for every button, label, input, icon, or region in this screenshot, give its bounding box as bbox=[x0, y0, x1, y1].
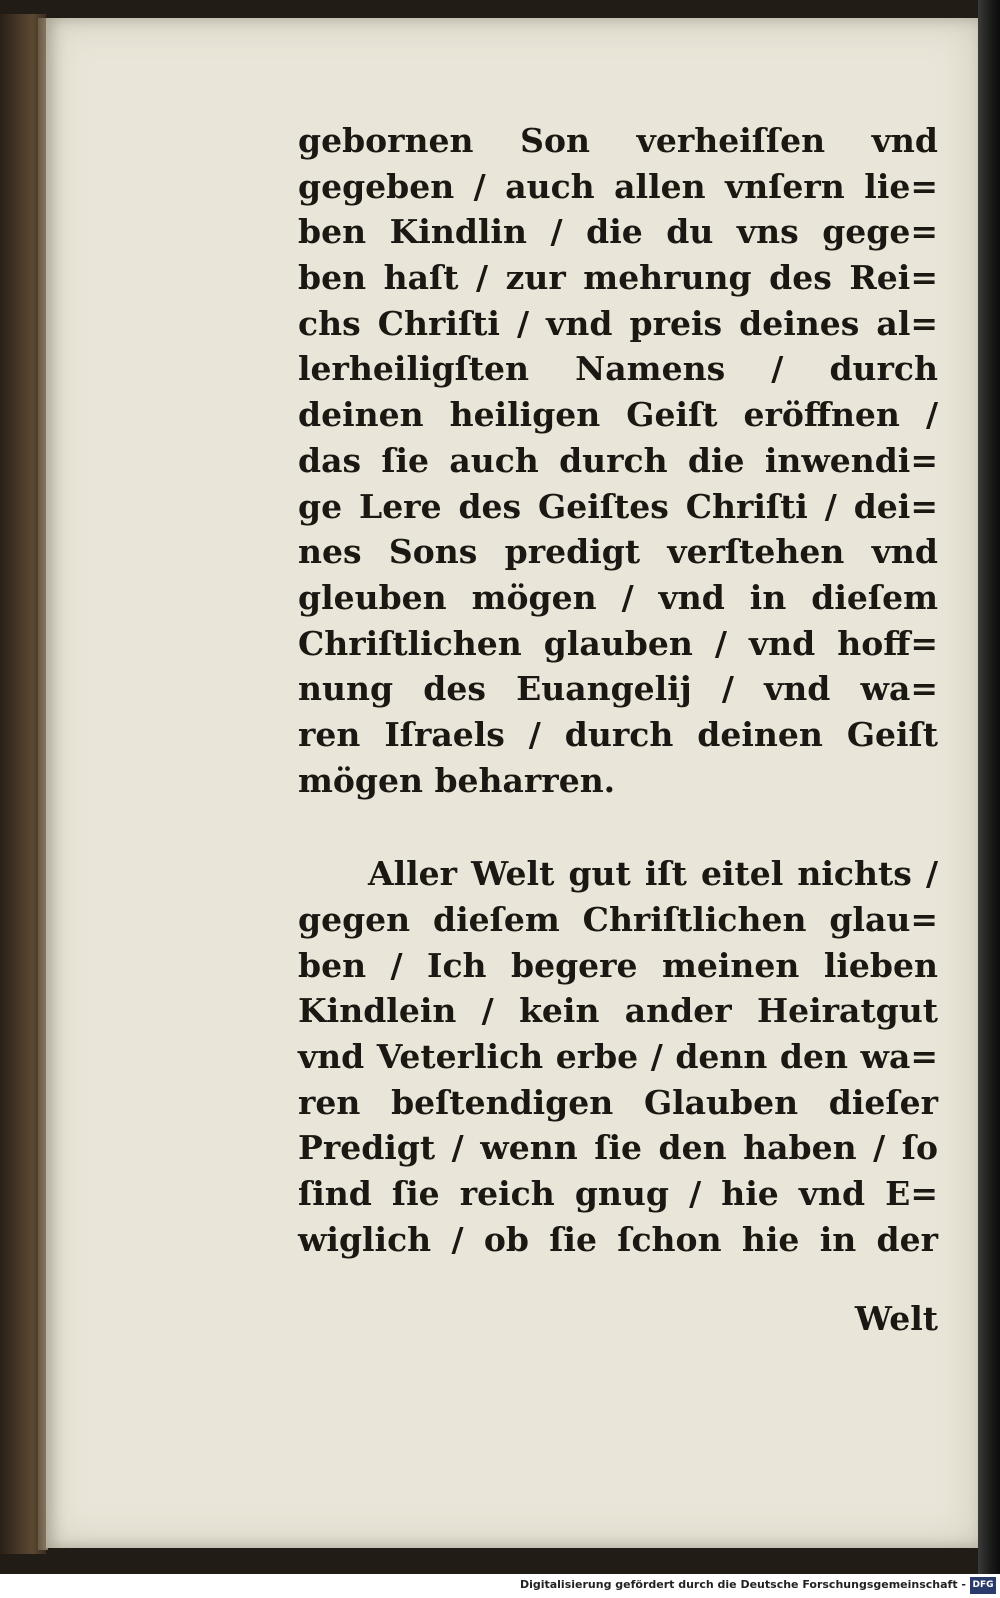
funding-credit: Digitalisierung gefördert durch die Deutsche Forschungsgemeinschaft - bbox=[519, 1578, 966, 1591]
text-line: ſind ſie reich gnug / hie vnd E= bbox=[298, 1174, 938, 1214]
catchword: Welt bbox=[854, 1299, 938, 1338]
text-line: gegen dieſem Chriſtlichen glau= bbox=[298, 900, 938, 939]
text-line: ben Kindlin / die du vns gege= bbox=[298, 212, 938, 252]
text-line: Aller Welt gut iſt eitel nichts / bbox=[368, 854, 938, 894]
digitization-footer bbox=[0, 1574, 1000, 1598]
text-line: lerheiligſten Namens / durch bbox=[298, 349, 938, 389]
page-text bbox=[298, 118, 938, 1263]
text-line: deinen heiligen Geiſt eröffnen / bbox=[298, 395, 938, 435]
text-line: mögen beharren. bbox=[298, 760, 616, 800]
text-line: gleuben mögen / vnd in dieſem bbox=[298, 577, 938, 617]
text-line: Kindlein / kein ander Heiratgut bbox=[298, 991, 938, 1031]
text-line: nes Sons predigt verſtehen vnd bbox=[298, 532, 938, 572]
text-line: nung des Euangelij / vnd wa= bbox=[298, 669, 938, 709]
book-page bbox=[46, 18, 978, 1548]
paragraph-1 bbox=[298, 118, 938, 803]
text-line: ben haſt / zur mehrung des Rei= bbox=[298, 258, 938, 298]
text-line: Predigt / wenn ſie den haben / ſo bbox=[298, 1128, 938, 1168]
text-line: ben / Ich begere meinen lieben bbox=[298, 945, 938, 985]
text-line: ren beſtendigen Glauben dieſer bbox=[298, 1082, 938, 1122]
text-line: das ſie auch durch die inwendi= bbox=[298, 440, 938, 480]
text-line: Chriſtlichen glauben / vnd hoff= bbox=[298, 623, 938, 663]
text-line: vnd Veterlich erbe / denn den wa= bbox=[298, 1037, 938, 1077]
text-line: ren Iſraels / durch deinen Geiſt bbox=[298, 714, 938, 754]
paragraph-gap bbox=[298, 803, 938, 851]
paragraph-2 bbox=[298, 851, 938, 1262]
text-line: wiglich / ob ſie ſchon hie in der bbox=[298, 1219, 938, 1259]
text-line: ge Lere des Geiſtes Chriſti / dei= bbox=[298, 486, 938, 526]
dfg-logo-icon: DFG bbox=[970, 1577, 996, 1594]
text-line: gebornen Son verheiſſen vnd bbox=[298, 121, 938, 160]
right-page-edge bbox=[978, 0, 1000, 1574]
text-line: chs Chriſti / vnd preis deines al= bbox=[298, 303, 938, 343]
text-line: gegeben / auch allen vnſern lie= bbox=[298, 166, 938, 206]
